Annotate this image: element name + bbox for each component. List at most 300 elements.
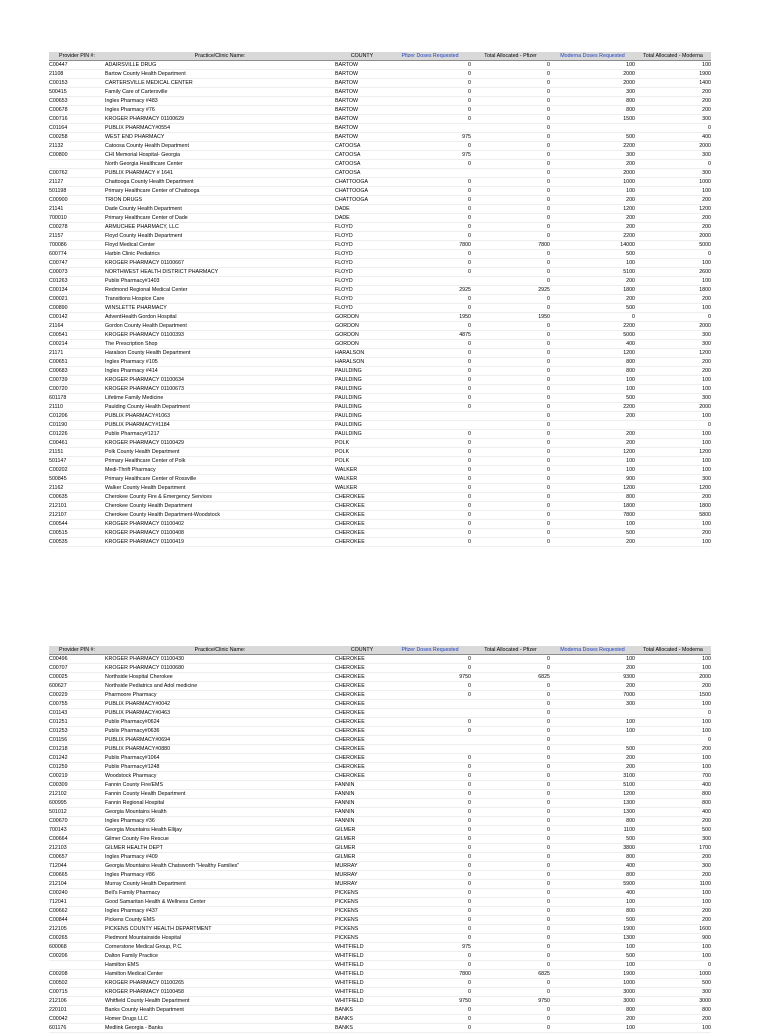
provider-pin-cell: C00662 (49, 907, 105, 916)
header-practice-name: Practice/Clinic Name: (105, 646, 335, 655)
county-cell: GORDON (335, 340, 389, 349)
pfizer-allocated-cell: 0 (471, 196, 550, 205)
allocation-table-block-2 (49, 646, 711, 1033)
provider-pin-cell: C00202 (49, 466, 105, 475)
practice-name-cell: Hamilton Medical Center (105, 970, 335, 979)
pfizer-requested-cell (389, 709, 471, 718)
practice-name-cell: KROGER PHARMACY 01100393 (105, 331, 335, 340)
county-cell: DADE (335, 205, 389, 214)
table-row (49, 106, 711, 115)
county-cell: BANKS (335, 1006, 389, 1015)
moderna-requested-cell (550, 421, 635, 430)
practice-name-cell: KROGER PHARMACY 01100667 (105, 259, 335, 268)
moderna-allocated-cell: 5800 (635, 511, 711, 520)
table-row (49, 169, 711, 178)
moderna-requested-cell: 500 (550, 394, 635, 403)
moderna-allocated-cell: 200 (635, 1015, 711, 1024)
practice-name-cell: Bell's Family Pharmacy (105, 889, 335, 898)
pfizer-allocated-cell: 0 (471, 187, 550, 196)
county-cell: CATOOSA (335, 160, 389, 169)
pfizer-allocated-cell: 0 (471, 475, 550, 484)
pfizer-requested-cell: 975 (389, 133, 471, 142)
county-cell: GILMER (335, 853, 389, 862)
pfizer-allocated-cell: 0 (471, 718, 550, 727)
moderna-allocated-cell: 100 (635, 277, 711, 286)
provider-pin-cell: C01242 (49, 754, 105, 763)
moderna-requested-cell: 100 (550, 187, 635, 196)
table-row (49, 799, 711, 808)
table-row (49, 772, 711, 781)
county-cell: WHITFIELD (335, 970, 389, 979)
pfizer-allocated-cell: 0 (471, 295, 550, 304)
table-row (49, 952, 711, 961)
moderna-allocated-cell: 100 (635, 385, 711, 394)
moderna-requested-cell: 400 (550, 862, 635, 871)
moderna-allocated-cell: 1200 (635, 484, 711, 493)
practice-name-cell: Publix Pharmacy#1064 (105, 754, 335, 763)
practice-name-cell: PUBLIX PHARMACY#1184 (105, 421, 335, 430)
pfizer-allocated-cell: 0 (471, 304, 550, 313)
practice-name-cell: North Georgia Healthcare Center (105, 160, 335, 169)
moderna-allocated-cell: 100 (635, 412, 711, 421)
pfizer-requested-cell (389, 700, 471, 709)
practice-name-cell: Transitions Hospice Care (105, 295, 335, 304)
pfizer-allocated-cell: 0 (471, 115, 550, 124)
table-row (49, 79, 711, 88)
county-cell: WHITFIELD (335, 997, 389, 1006)
pfizer-allocated-cell: 0 (471, 817, 550, 826)
practice-name-cell: The Prescription Shop (105, 340, 335, 349)
pfizer-requested-cell: 0 (389, 439, 471, 448)
provider-pin-cell: 220101 (49, 1006, 105, 1015)
practice-name-cell: KROGER PHARMACY 01100429 (105, 439, 335, 448)
practice-name-cell: Georgia Mountains Health Ellijay (105, 826, 335, 835)
practice-name-cell: Homer Drugs LLC (105, 1015, 335, 1024)
county-cell: CHATTOOGA (335, 178, 389, 187)
pfizer-allocated-cell: 0 (471, 925, 550, 934)
pfizer-requested-cell: 0 (389, 1024, 471, 1033)
practice-name-cell: Polk County Health Department (105, 448, 335, 457)
practice-name-cell: GILMER HEALTH DEPT (105, 844, 335, 853)
pfizer-allocated-cell: 0 (471, 493, 550, 502)
pfizer-allocated-cell: 0 (471, 178, 550, 187)
moderna-allocated-cell: 800 (635, 1006, 711, 1015)
provider-pin-cell: C00670 (49, 817, 105, 826)
pfizer-requested-cell: 0 (389, 844, 471, 853)
provider-pin-cell: C01164 (49, 124, 105, 133)
county-cell: PICKENS (335, 925, 389, 934)
moderna-requested-cell: 500 (550, 250, 635, 259)
moderna-allocated-cell: 0 (635, 736, 711, 745)
moderna-requested-cell: 5100 (550, 268, 635, 277)
practice-name-cell: Floyd Medical Center (105, 241, 335, 250)
moderna-requested-cell: 800 (550, 1006, 635, 1015)
table-row (49, 664, 711, 673)
moderna-requested-cell: 1100 (550, 826, 635, 835)
table-row (49, 403, 711, 412)
table-row (49, 484, 711, 493)
moderna-allocated-cell: 200 (635, 493, 711, 502)
pfizer-allocated-cell: 0 (471, 502, 550, 511)
table-row (49, 439, 711, 448)
provider-pin-cell: 21151 (49, 448, 105, 457)
practice-name-cell: KROGER PHARMACY 01100408 (105, 529, 335, 538)
moderna-allocated-cell: 200 (635, 367, 711, 376)
practice-name-cell: Dalton Family Practice (105, 952, 335, 961)
table-row (49, 997, 711, 1006)
moderna-requested-cell: 100 (550, 376, 635, 385)
pfizer-requested-cell: 0 (389, 961, 471, 970)
moderna-allocated-cell: 1900 (635, 70, 711, 79)
pfizer-allocated-cell: 0 (471, 853, 550, 862)
provider-pin-cell: C00258 (49, 133, 105, 142)
table-row (49, 682, 711, 691)
practice-name-cell: KROGER PHARMACY 01100419 (105, 538, 335, 547)
provider-pin-cell: 21132 (49, 142, 105, 151)
county-cell: BARTOW (335, 70, 389, 79)
practice-name-cell: KROGER PHARMACY 01100673 (105, 385, 335, 394)
pfizer-allocated-cell: 0 (471, 484, 550, 493)
moderna-requested-cell: 100 (550, 655, 635, 664)
county-cell: FLOYD (335, 223, 389, 232)
county-cell: PICKENS (335, 916, 389, 925)
moderna-requested-cell (550, 124, 635, 133)
table-row (49, 826, 711, 835)
moderna-allocated-cell: 100 (635, 520, 711, 529)
table-row (49, 385, 711, 394)
pfizer-allocated-cell: 0 (471, 988, 550, 997)
moderna-allocated-cell: 100 (635, 664, 711, 673)
provider-pin-cell: 500415 (49, 88, 105, 97)
pfizer-allocated-cell: 0 (471, 799, 550, 808)
moderna-allocated-cell: 200 (635, 223, 711, 232)
provider-pin-cell: 212103 (49, 844, 105, 853)
county-cell: PAULDING (335, 376, 389, 385)
pfizer-requested-cell: 0 (389, 205, 471, 214)
county-cell: BARTOW (335, 79, 389, 88)
pfizer-allocated-cell: 0 (471, 70, 550, 79)
provider-pin-cell: 500845 (49, 475, 105, 484)
header-row (49, 52, 711, 61)
moderna-requested-cell: 800 (550, 97, 635, 106)
pfizer-requested-cell: 0 (389, 790, 471, 799)
pfizer-allocated-cell: 0 (471, 421, 550, 430)
moderna-allocated-cell: 500 (635, 826, 711, 835)
moderna-allocated-cell: 1100 (635, 880, 711, 889)
moderna-requested-cell: 200 (550, 277, 635, 286)
provider-pin-cell: 21108 (49, 70, 105, 79)
practice-name-cell: Gordon County Health Department (105, 322, 335, 331)
table-row (49, 898, 711, 907)
moderna-allocated-cell: 100 (635, 727, 711, 736)
county-cell: CHEROKEE (335, 754, 389, 763)
pfizer-allocated-cell: 0 (471, 934, 550, 943)
pfizer-requested-cell: 0 (389, 358, 471, 367)
moderna-allocated-cell: 300 (635, 151, 711, 160)
moderna-allocated-cell: 1200 (635, 349, 711, 358)
pfizer-requested-cell: 9750 (389, 673, 471, 682)
table-row (49, 700, 711, 709)
provider-pin-cell: C00755 (49, 700, 105, 709)
pfizer-requested-cell: 0 (389, 772, 471, 781)
allocation-table (49, 646, 711, 1033)
provider-pin-cell: 600627 (49, 682, 105, 691)
county-cell: GORDON (335, 313, 389, 322)
moderna-allocated-cell: 200 (635, 745, 711, 754)
provider-pin-cell: C00651 (49, 358, 105, 367)
pfizer-allocated-cell: 0 (471, 727, 550, 736)
pfizer-allocated-cell: 0 (471, 349, 550, 358)
pfizer-allocated-cell: 0 (471, 745, 550, 754)
pfizer-allocated-cell: 0 (471, 97, 550, 106)
table-row (49, 70, 711, 79)
provider-pin-cell: 601178 (49, 394, 105, 403)
moderna-allocated-cell: 200 (635, 853, 711, 862)
moderna-requested-cell: 500 (550, 916, 635, 925)
pfizer-allocated-cell: 0 (471, 538, 550, 547)
provider-pin-cell: 21171 (49, 349, 105, 358)
provider-pin-cell: 21162 (49, 484, 105, 493)
pfizer-requested-cell: 0 (389, 295, 471, 304)
provider-pin-cell: C01156 (49, 736, 105, 745)
moderna-allocated-cell: 800 (635, 790, 711, 799)
practice-name-cell: Georgia Mountains Health (105, 808, 335, 817)
practice-name-cell: Redmond Regional Medical Center (105, 286, 335, 295)
pfizer-requested-cell: 0 (389, 493, 471, 502)
moderna-requested-cell: 200 (550, 439, 635, 448)
table-row (49, 943, 711, 952)
pfizer-allocated-cell: 0 (471, 133, 550, 142)
moderna-requested-cell: 100 (550, 466, 635, 475)
moderna-requested-cell: 400 (550, 889, 635, 898)
practice-name-cell: Ingles Pharmacy #409 (105, 853, 335, 862)
moderna-requested-cell: 100 (550, 520, 635, 529)
provider-pin-cell: 212106 (49, 997, 105, 1006)
provider-pin-cell: C00800 (49, 151, 105, 160)
table-row (49, 133, 711, 142)
pfizer-allocated-cell: 0 (471, 808, 550, 817)
provider-pin-cell: C00025 (49, 673, 105, 682)
pfizer-requested-cell: 0 (389, 394, 471, 403)
county-cell: BARTOW (335, 106, 389, 115)
practice-name-cell: KROGER PHARMACY 01100402 (105, 520, 335, 529)
pfizer-requested-cell: 0 (389, 520, 471, 529)
pfizer-allocated-cell: 0 (471, 448, 550, 457)
pfizer-allocated-cell: 0 (471, 169, 550, 178)
provider-pin-cell: 212104 (49, 880, 105, 889)
pfizer-requested-cell: 0 (389, 907, 471, 916)
provider-pin-cell: C00021 (49, 295, 105, 304)
table-row (49, 331, 711, 340)
practice-name-cell: PUBLIX PHARMACY # 1641 (105, 169, 335, 178)
practice-name-cell: Piedmont Mountainside Hospital (105, 934, 335, 943)
county-cell: MURRAY (335, 880, 389, 889)
moderna-requested-cell: 100 (550, 727, 635, 736)
moderna-requested-cell: 300 (550, 151, 635, 160)
pfizer-requested-cell: 0 (389, 142, 471, 151)
practice-name-cell: Paulding County Health Department (105, 403, 335, 412)
table-row (49, 115, 711, 124)
moderna-requested-cell: 200 (550, 682, 635, 691)
moderna-requested-cell: 100 (550, 943, 635, 952)
practice-name-cell: Ingles Pharmacy #414 (105, 367, 335, 376)
county-cell: PICKENS (335, 889, 389, 898)
county-cell: CHEROKEE (335, 727, 389, 736)
table-row (49, 304, 711, 313)
moderna-requested-cell: 200 (550, 196, 635, 205)
moderna-allocated-cell: 1000 (635, 178, 711, 187)
practice-name-cell: PICKENS COUNTY HEALTH DEPARTMENT (105, 925, 335, 934)
moderna-requested-cell: 500 (550, 835, 635, 844)
moderna-requested-cell: 100 (550, 385, 635, 394)
table-row (49, 214, 711, 223)
table-row (49, 151, 711, 160)
provider-pin-cell: 501147 (49, 457, 105, 466)
county-cell: BARTOW (335, 133, 389, 142)
provider-pin-cell: 601176 (49, 1024, 105, 1033)
moderna-requested-cell: 300 (550, 700, 635, 709)
moderna-requested-cell: 800 (550, 853, 635, 862)
pfizer-requested-cell: 0 (389, 889, 471, 898)
table-row (49, 754, 711, 763)
moderna-allocated-cell: 0 (635, 250, 711, 259)
moderna-requested-cell: 400 (550, 340, 635, 349)
practice-name-cell: Pickens County EMS (105, 916, 335, 925)
moderna-requested-cell: 200 (550, 295, 635, 304)
pfizer-requested-cell: 0 (389, 934, 471, 943)
moderna-allocated-cell: 100 (635, 457, 711, 466)
pfizer-requested-cell: 0 (389, 808, 471, 817)
moderna-allocated-cell: 5000 (635, 241, 711, 250)
pfizer-allocated-cell: 0 (471, 763, 550, 772)
provider-pin-cell: C00541 (49, 331, 105, 340)
moderna-allocated-cell: 1000 (635, 970, 711, 979)
table-row (49, 322, 711, 331)
county-cell: CHEROKEE (335, 664, 389, 673)
practice-name-cell: Whitfield County Health Department (105, 997, 335, 1006)
practice-name-cell: Northside Hospital Cherokee (105, 673, 335, 682)
provider-pin-cell: C00535 (49, 538, 105, 547)
header-provider-pin: Provider PIN #: (49, 646, 105, 655)
provider-pin-cell: C00544 (49, 520, 105, 529)
provider-pin-cell: C00739 (49, 376, 105, 385)
pfizer-requested-cell: 0 (389, 259, 471, 268)
county-cell: WALKER (335, 475, 389, 484)
table-row (49, 367, 711, 376)
county-cell: BANKS (335, 1015, 389, 1024)
provider-pin-cell (49, 961, 105, 970)
practice-name-cell: Woodstock Pharmacy (105, 772, 335, 781)
pfizer-allocated-cell: 0 (471, 106, 550, 115)
practice-name-cell: NORTHWEST HEALTH DISTRICT PHARMACY (105, 268, 335, 277)
moderna-requested-cell: 1200 (550, 448, 635, 457)
moderna-requested-cell: 3100 (550, 772, 635, 781)
practice-name-cell: Primary Healthcare Center of Polk (105, 457, 335, 466)
moderna-allocated-cell: 200 (635, 97, 711, 106)
county-cell: BARTOW (335, 88, 389, 97)
pfizer-allocated-cell: 0 (471, 520, 550, 529)
practice-name-cell: Primary Healthcare Center of Rossville (105, 475, 335, 484)
provider-pin-cell: C00683 (49, 367, 105, 376)
moderna-requested-cell: 9300 (550, 673, 635, 682)
practice-name-cell: Family Care of Cartersville (105, 88, 335, 97)
moderna-requested-cell: 1200 (550, 790, 635, 799)
pfizer-allocated-cell: 2925 (471, 286, 550, 295)
provider-pin-cell: C00844 (49, 916, 105, 925)
pfizer-allocated-cell: 0 (471, 655, 550, 664)
header-pfizer-requested: Pfizer Doses Requested (389, 52, 471, 61)
table-row (49, 691, 711, 700)
pfizer-requested-cell: 0 (389, 178, 471, 187)
pfizer-allocated-cell: 0 (471, 277, 550, 286)
provider-pin-cell: 21127 (49, 178, 105, 187)
moderna-requested-cell: 1200 (550, 349, 635, 358)
moderna-allocated-cell: 100 (635, 61, 711, 70)
pfizer-requested-cell: 0 (389, 916, 471, 925)
pfizer-requested-cell: 0 (389, 106, 471, 115)
provider-pin-cell: C00265 (49, 934, 105, 943)
moderna-allocated-cell: 200 (635, 817, 711, 826)
county-cell: WHITFIELD (335, 988, 389, 997)
pfizer-allocated-cell: 0 (471, 358, 550, 367)
pfizer-allocated-cell: 0 (471, 862, 550, 871)
provider-pin-cell: C01218 (49, 745, 105, 754)
provider-pin-cell: 21141 (49, 205, 105, 214)
county-cell: GORDON (335, 322, 389, 331)
practice-name-cell: Cherokee County Fire & Emergency Services (105, 493, 335, 502)
moderna-requested-cell: 500 (550, 304, 635, 313)
moderna-requested-cell: 100 (550, 718, 635, 727)
pfizer-requested-cell: 975 (389, 943, 471, 952)
provider-pin-cell: 212107 (49, 511, 105, 520)
pfizer-allocated-cell: 0 (471, 151, 550, 160)
county-cell: DADE (335, 214, 389, 223)
pfizer-requested-cell: 0 (389, 430, 471, 439)
table-row (49, 475, 711, 484)
practice-name-cell: KROGER PHARMACY 01100458 (105, 988, 335, 997)
county-cell: PAULDING (335, 394, 389, 403)
provider-pin-cell: 600068 (49, 943, 105, 952)
table-row (49, 1024, 711, 1033)
pfizer-requested-cell: 0 (389, 196, 471, 205)
moderna-requested-cell: 800 (550, 817, 635, 826)
table-row (49, 889, 711, 898)
county-cell: MURRAY (335, 862, 389, 871)
county-cell: CHEROKEE (335, 691, 389, 700)
county-cell: WALKER (335, 466, 389, 475)
moderna-requested-cell: 200 (550, 754, 635, 763)
moderna-allocated-cell: 1600 (635, 925, 711, 934)
practice-name-cell: Publix Pharmacy#0624 (105, 718, 335, 727)
practice-name-cell: Hamilton EMS (105, 961, 335, 970)
pfizer-requested-cell: 7800 (389, 970, 471, 979)
header-county: COUNTY (335, 646, 389, 655)
header-pfizer-allocated: Total Allocated - Pfizer (471, 646, 550, 655)
county-cell: PICKENS (335, 907, 389, 916)
county-cell: FLOYD (335, 232, 389, 241)
provider-pin-cell: C00707 (49, 664, 105, 673)
moderna-requested-cell: 1300 (550, 808, 635, 817)
moderna-requested-cell: 7000 (550, 691, 635, 700)
table-row (49, 196, 711, 205)
practice-name-cell: Publix Pharmacy#1248 (105, 763, 335, 772)
header-moderna-requested: Moderna Doses Requested (550, 646, 635, 655)
provider-pin-cell: C00678 (49, 106, 105, 115)
table-row (49, 817, 711, 826)
moderna-allocated-cell: 200 (635, 295, 711, 304)
county-cell: GILMER (335, 844, 389, 853)
pfizer-requested-cell: 0 (389, 304, 471, 313)
